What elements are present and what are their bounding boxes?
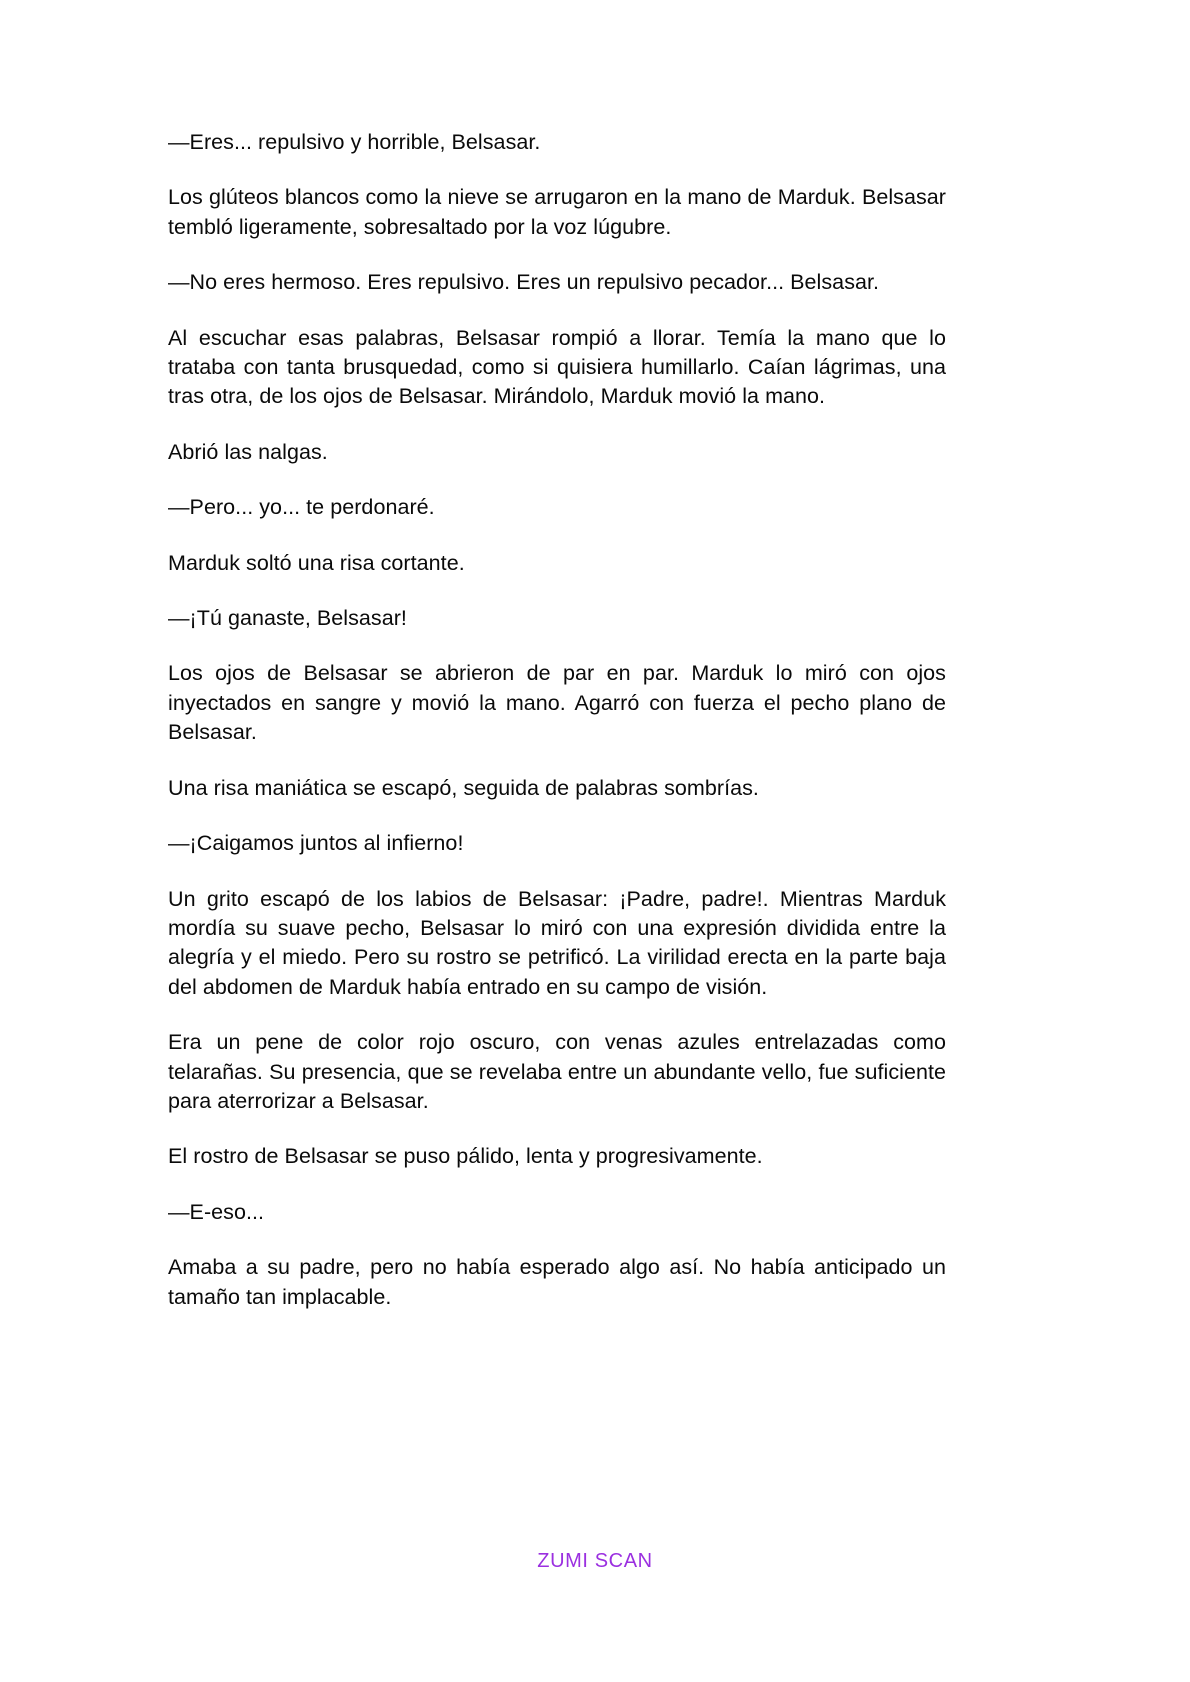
paragraph: Abrió las nalgas. (168, 439, 328, 464)
paragraph: El rostro de Belsasar se puso pálido, lenta y progresivamente. (168, 1144, 763, 1169)
paragraph: Era un pene de color rojo oscuro, con venas azules entrelazadas como telarañas. Su presencia, que se revelaba entre un abundante vello, fue suficiente para aterrorizar a Belsasar. (168, 1030, 946, 1113)
page-body-text (168, 128, 946, 1312)
paragraph: Los glúteos blancos como la nieve se arrugaron en la mano de Marduk. Belsasar tembló ligeramente, sobresaltado por la voz lúgubre. (168, 185, 946, 239)
paragraph: Una risa maniática se escapó, seguida de palabras sombrías. (168, 775, 759, 800)
paragraph: —¡Caigamos juntos al infierno! (168, 831, 464, 856)
paragraph: Los ojos de Belsasar se abrieron de par en par. Marduk lo miró con ojos inyectados en sangre y movió la mano. Agarró con fuerza el pecho plano de Belsasar. (168, 661, 946, 745)
paragraph: Un grito escapó de los labios de Belsasar: ¡Padre, padre!. Mientras Marduk mordía su suave pecho, Belsasar lo miró con una expresión dividida entre la alegría y el miedo. Pero su rostro se petrificó. La virilidad erecta en la parte baja del abdomen de Marduk había entrado en su campo de visión. (168, 886, 946, 999)
paragraph: —Pero... yo... te perdonaré. (168, 495, 435, 520)
paragraph: —¡Tú ganaste, Belsasar! (168, 606, 407, 631)
paragraph: Marduk soltó una risa cortante. (168, 550, 465, 575)
scan-watermark: ZUMI SCAN (537, 1550, 653, 1572)
paragraph: —Eres... repulsivo y horrible, Belsasar. (168, 130, 541, 154)
paragraph: —No eres hermoso. Eres repulsivo. Eres un repulsivo pecador... Belsasar. (168, 270, 880, 295)
paragraph: Amaba a su padre, pero no había esperado algo así. No había anticipado un tamaño tan implacable. (168, 1255, 946, 1309)
paragraph: —E-eso... (168, 1199, 265, 1224)
paragraph: Al escuchar esas palabras, Belsasar rompió a llorar. Temía la mano que lo trataba con tanta brusquedad, como si quisiera humillarlo. Caían lágrimas, una tras otra, de los ojos de Belsasar. Mirándolo, Marduk movió la mano. (168, 325, 946, 409)
